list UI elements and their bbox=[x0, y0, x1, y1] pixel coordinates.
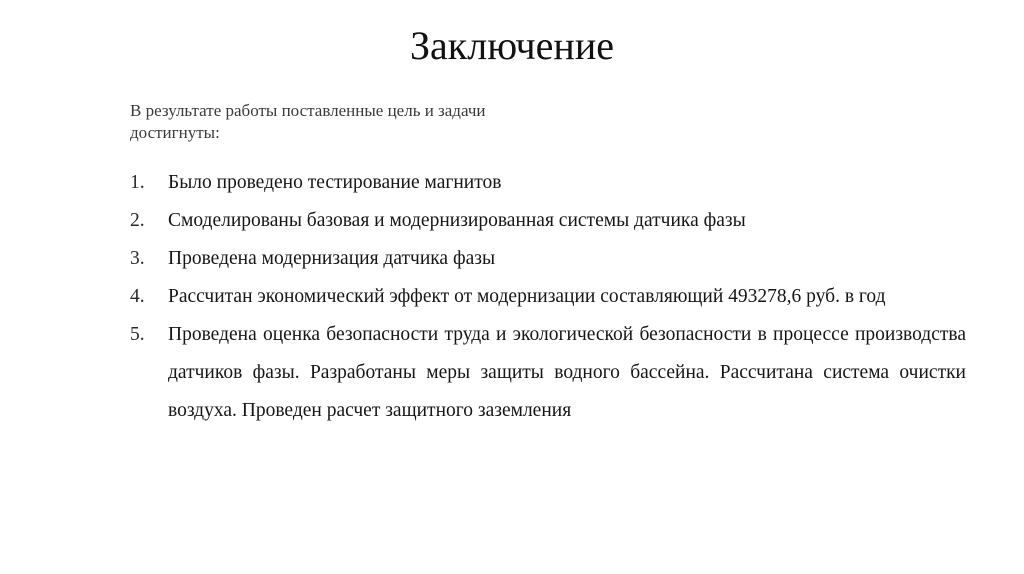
list-item-number: 3. bbox=[130, 248, 145, 269]
list-item-number: 5. bbox=[130, 324, 145, 345]
list-item bbox=[130, 316, 966, 430]
list-item bbox=[130, 244, 966, 273]
list-item bbox=[130, 206, 966, 235]
list-item-text: Проведена модернизация датчика фазы bbox=[168, 248, 496, 269]
slide-title: Заключение bbox=[410, 23, 614, 68]
list-item-text: Рассчитан экономический эффект от модернизации составляющий 493278,6 руб. в год bbox=[168, 286, 886, 307]
list-item-text: Было проведено тестирование магнитов bbox=[168, 172, 502, 193]
list-item bbox=[130, 282, 966, 311]
list-item-number: 1. bbox=[130, 172, 145, 193]
list-item bbox=[130, 168, 966, 197]
intro-text: В результате работы поставленные цель и задачи достигнуты: bbox=[130, 101, 486, 142]
list-item-number: 4. bbox=[130, 286, 145, 307]
conclusion-list bbox=[130, 168, 966, 439]
list-item-number: 2. bbox=[130, 210, 145, 231]
list-item-text: Проведена оценка безопасности труда и экологической безопасности в процессе производства датчиков фазы. Разработаны меры защиты водного бассейна. Рассчитана система очистки воздуха. Проведен расчет защитного заземления bbox=[168, 324, 966, 421]
list-item-text: Смоделированы базовая и модернизированная системы датчика фазы bbox=[168, 210, 746, 231]
